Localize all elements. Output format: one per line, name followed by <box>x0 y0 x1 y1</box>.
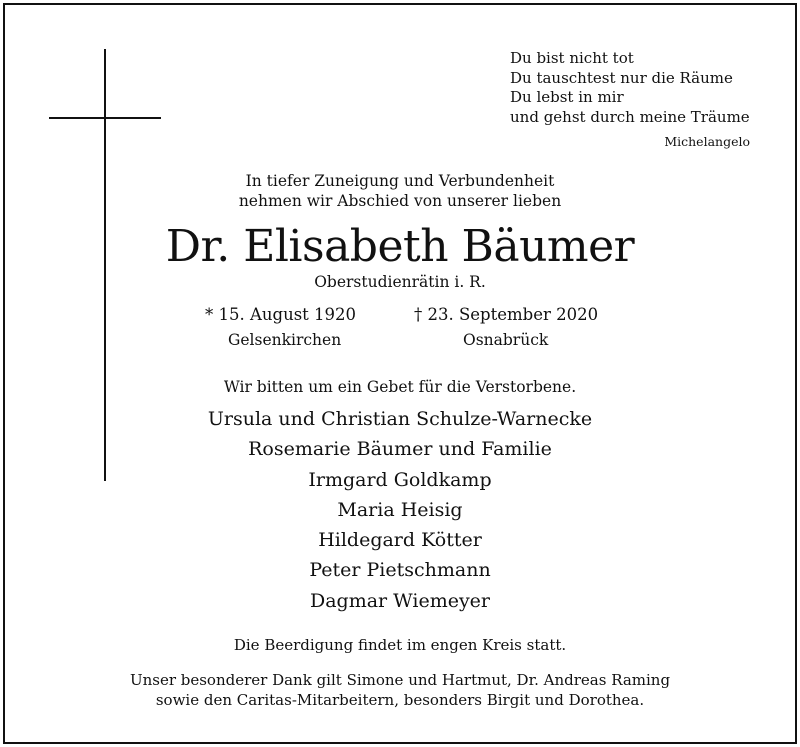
intro-line: nehmen wir Abschied von unserer lieben <box>238 191 562 210</box>
intro-line: In tiefer Zuneigung und Verbundenheit <box>245 172 555 190</box>
thanks-line: Unser besonderer Dank gilt Simone und Hartmut, Dr. Andreas Raming <box>129 671 671 689</box>
poem <box>510 49 750 127</box>
death-date: † 23. September 2020 <box>414 305 599 324</box>
thanks-line: sowie den Caritas-Mitarbeitern, besonders Birgit und Dorothea. <box>155 691 645 709</box>
mourners-list <box>0 404 800 616</box>
mourner-name: Rosemarie Bäumer und Familie <box>248 438 552 461</box>
mourner-name: Maria Heisig <box>337 498 463 521</box>
birth-date: * 15. August 1920 <box>205 305 357 324</box>
mourner-name: Irmgard Goldkamp <box>308 468 492 491</box>
poem-line: Du tauschtest nur die Räume <box>510 68 733 87</box>
birth-place: Gelsenkirchen <box>228 331 342 349</box>
mourner-name: Hildegard Kötter <box>318 529 482 552</box>
deceased-name: Dr. Elisabeth Bäumer <box>165 221 635 272</box>
intro-text <box>0 172 800 211</box>
deceased-title: Oberstudienrätin i. R. <box>314 273 486 291</box>
poem-line: Du bist nicht tot <box>510 49 634 67</box>
funeral-note: Die Beerdigung findet im engen Kreis statt. <box>233 636 567 654</box>
thanks-note <box>0 670 800 710</box>
poem-author: Michelangelo <box>664 134 750 149</box>
mourner-name: Dagmar Wiemeyer <box>309 589 491 612</box>
poem-line: Du lebst in mir <box>510 88 624 106</box>
death-place: Osnabrück <box>463 331 549 349</box>
mourner-name: Ursula und Christian Schulze-Warnecke <box>207 408 593 430</box>
prayer-request: Wir bitten um ein Gebet für die Verstorbene. <box>223 378 577 396</box>
poem-line: und gehst durch meine Träume <box>510 107 750 126</box>
cross-horizontal-bar <box>49 117 161 119</box>
mourner-name: Peter Pietschmann <box>309 559 491 582</box>
